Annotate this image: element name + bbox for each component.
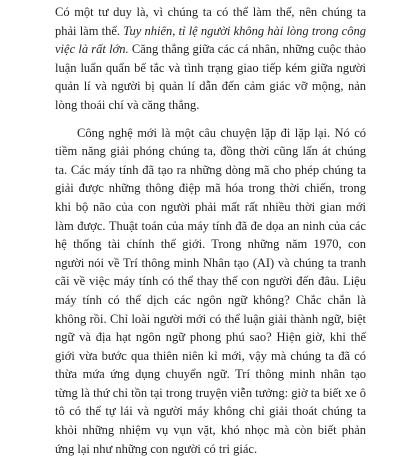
paragraph-1 bbox=[55, 3, 366, 115]
page-text bbox=[55, 3, 366, 458]
paragraph-2: Công nghệ mới là một câu chuyện lặp đi lặp lại. Nó có tiềm năng giải phóng chúng ta, đồng thời cũng lấn át chúng ta. Các máy tính đã tạo ra những dòng mã cho phép chúng ta giải được những thông điệp mã hóa trong thời chiến, trong khi bộ não của con người phải mất rất nhiều thời gian mới làm được. Thuật toán của máy tính đã đe dọa an ninh của các hệ thống tài chính thế giới. Trong những năm 1970, con người nói về Trí thông minh Nhân tạo (AI) và chúng ta tranh cãi về việc máy tính có thể thay thế con người đến đâu. Liệu máy tính có thể dịch các ngôn ngữ không? Chắc chắn là không rồi. Chỉ loài người mới có thể luận giải thành ngữ, biệt ngữ và địa hạt ngôn ngữ phong phú sao? Hiện giờ, khi thế giới vừa bước qua thiên niên kỉ mới, vậy mà chúng ta đã có thừa mứa ứng dụng chuyển ngữ. Trí thông minh nhân tạo từng là thứ chỉ tồn tại trong truyện viễn tưởng: giờ ta biết xe ô tô có thể tự lái và người máy không chỉ giải thoát chúng ta khỏi những nhiệm vụ vụn vặt, khó nhọc mà còn biết phản ứng lại như những con người có tri giác. bbox=[55, 125, 366, 456]
paragraph-1-text: Có một tư duy là, vì chúng ta có thể làm thế, nên chúng ta phải làm thế. bbox=[55, 5, 366, 38]
paragraph-1-emphasis: Tuy nhiên, tỉ lệ người không hài lòng trong công việc là rất lớn. bbox=[55, 23, 366, 57]
paragraph-1-text-end: Căng thẳng giữa các cá nhân, những cuộc thảo luận luẩn quẩn bế tắc và tình trạng giao tiếp kém giữa người quản lí và người bị quản lí dẫn đến cảm giác vỡ mộng, nản lòng thoái chí và căng thẳng. bbox=[55, 42, 367, 112]
